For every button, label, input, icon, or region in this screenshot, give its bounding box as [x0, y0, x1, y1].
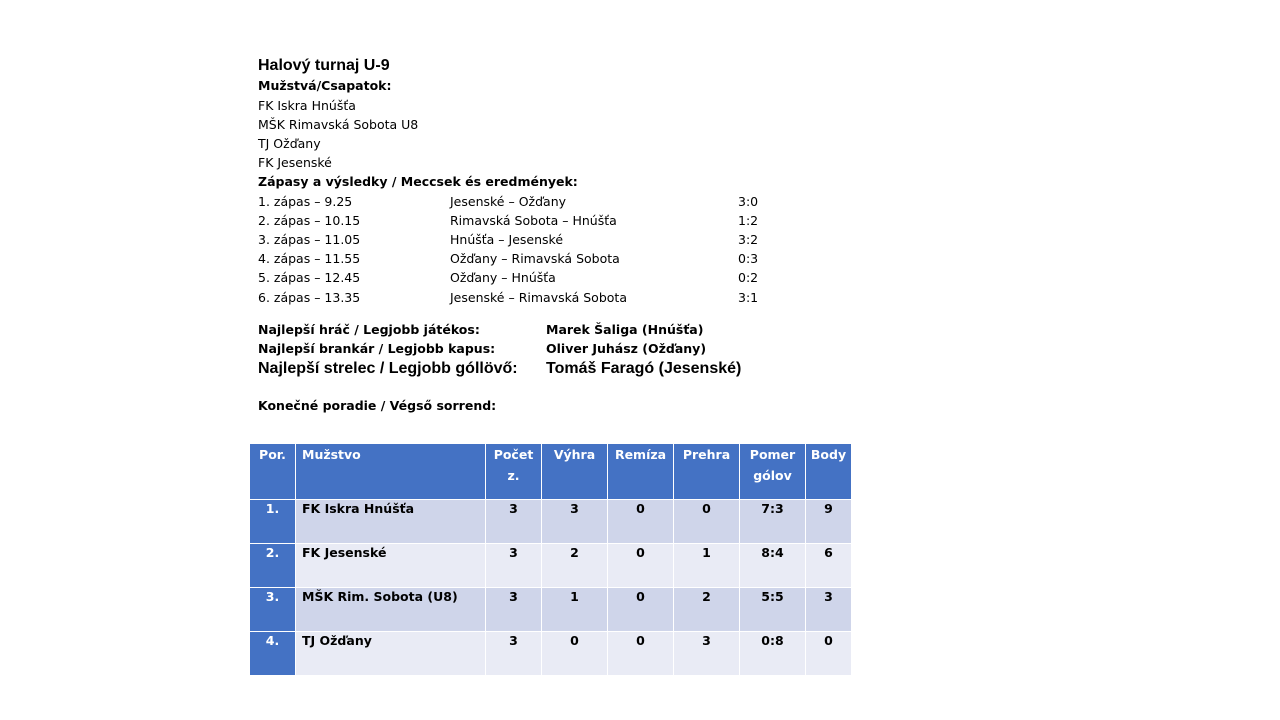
table-row [250, 632, 852, 676]
col-header-points: Body [806, 444, 852, 500]
match-score: 3:0 [738, 194, 759, 209]
cell-position: 2. [250, 544, 296, 588]
match-teams: Jesenské – Rimavská Sobota [450, 290, 627, 305]
match-label: 2. zápas – 10.15 [258, 213, 361, 228]
cell-wins: 0 [542, 632, 608, 676]
award-best-player [258, 322, 858, 338]
team-item: MŠK Rimavská Sobota U8 [258, 117, 419, 132]
cell-position: 3. [250, 588, 296, 632]
page-title: Halový turnaj U-9 [258, 57, 390, 74]
cell-draws: 0 [608, 544, 674, 588]
cell-team: MŠK Rim. Sobota (U8) [296, 588, 486, 632]
cell-team: TJ Ožďany [296, 632, 486, 676]
team-item: FK Jesenské [258, 155, 332, 170]
match-teams: Hnúšťa – Jesenské [450, 232, 564, 247]
cell-goals: 5:5 [740, 588, 806, 632]
match-row [258, 232, 818, 248]
match-score: 1:2 [738, 213, 759, 228]
matches-heading: Zápasy a výsledky / Meccsek és eredmények: [258, 174, 578, 189]
col-header-position: Por. [250, 444, 296, 500]
cell-goals: 7:3 [740, 500, 806, 544]
col-header-played-line2: z. [507, 468, 520, 483]
award-best-scorer [258, 359, 858, 378]
cell-wins: 3 [542, 500, 608, 544]
col-header-goals-line1: Pomer [749, 447, 796, 462]
team-item: TJ Ožďany [258, 136, 321, 151]
match-score: 0:2 [738, 270, 759, 285]
table-row [250, 544, 852, 588]
match-label: 4. zápas – 11.55 [258, 251, 361, 266]
cell-losses: 1 [674, 544, 740, 588]
cell-team: FK Iskra Hnúšťa [296, 500, 486, 544]
match-score: 0:3 [738, 251, 759, 266]
team-item: FK Iskra Hnúšťa [258, 98, 356, 113]
match-label: 5. zápas – 12.45 [258, 270, 361, 285]
col-header-played [486, 444, 542, 500]
cell-points: 6 [806, 544, 852, 588]
cell-played: 3 [486, 632, 542, 676]
col-header-wins: Výhra [542, 444, 608, 500]
col-header-played-line1: Počet [493, 447, 534, 462]
cell-losses: 0 [674, 500, 740, 544]
cell-wins: 2 [542, 544, 608, 588]
match-score: 3:1 [738, 290, 759, 305]
cell-losses: 2 [674, 588, 740, 632]
cell-goals: 0:8 [740, 632, 806, 676]
match-row [258, 213, 818, 229]
standings-heading: Konečné poradie / Végső sorrend: [258, 398, 497, 413]
match-score: 3:2 [738, 232, 759, 247]
col-header-draws: Remíza [608, 444, 674, 500]
match-label: 6. zápas – 13.35 [258, 290, 361, 305]
standings-table [249, 443, 852, 676]
col-header-goals [740, 444, 806, 500]
col-header-losses: Prehra [674, 444, 740, 500]
table-row [250, 500, 852, 544]
cell-position: 1. [250, 500, 296, 544]
award-best-goalkeeper [258, 341, 858, 357]
cell-team: FK Jesenské [296, 544, 486, 588]
cell-wins: 1 [542, 588, 608, 632]
cell-goals: 8:4 [740, 544, 806, 588]
match-teams: Jesenské – Ožďany [450, 194, 567, 209]
match-label: 3. zápas – 11.05 [258, 232, 361, 247]
col-header-team: Mužstvo [296, 444, 486, 500]
match-teams: Ožďany – Hnúšťa [450, 270, 556, 285]
match-row [258, 290, 818, 306]
match-row [258, 194, 818, 210]
cell-played: 3 [486, 544, 542, 588]
cell-points: 9 [806, 500, 852, 544]
award-category: Najlepší strelec / Legjobb góllövő: [258, 360, 518, 377]
match-row [258, 270, 818, 286]
cell-points: 0 [806, 632, 852, 676]
cell-played: 3 [486, 588, 542, 632]
match-teams: Rimavská Sobota – Hnúšťa [450, 213, 617, 228]
cell-draws: 0 [608, 588, 674, 632]
table-row [250, 588, 852, 632]
award-winner: Oliver Juhász (Ožďany) [546, 341, 707, 356]
match-label: 1. zápas – 9.25 [258, 194, 353, 209]
award-winner: Tomáš Faragó (Jesenské) [546, 360, 742, 377]
award-category: Najlepší hráč / Legjobb játékos: [258, 322, 480, 337]
cell-points: 3 [806, 588, 852, 632]
cell-draws: 0 [608, 632, 674, 676]
match-row [258, 251, 818, 267]
cell-losses: 3 [674, 632, 740, 676]
award-winner: Marek Šaliga (Hnúšťa) [546, 322, 704, 337]
cell-draws: 0 [608, 500, 674, 544]
teams-heading: Mužstvá/Csapatok: [258, 78, 392, 93]
match-teams: Ožďany – Rimavská Sobota [450, 251, 620, 266]
table-header-row [250, 444, 852, 500]
cell-played: 3 [486, 500, 542, 544]
award-category: Najlepší brankár / Legjobb kapus: [258, 341, 496, 356]
col-header-goals-line2: gólov [753, 468, 792, 483]
cell-position: 4. [250, 632, 296, 676]
